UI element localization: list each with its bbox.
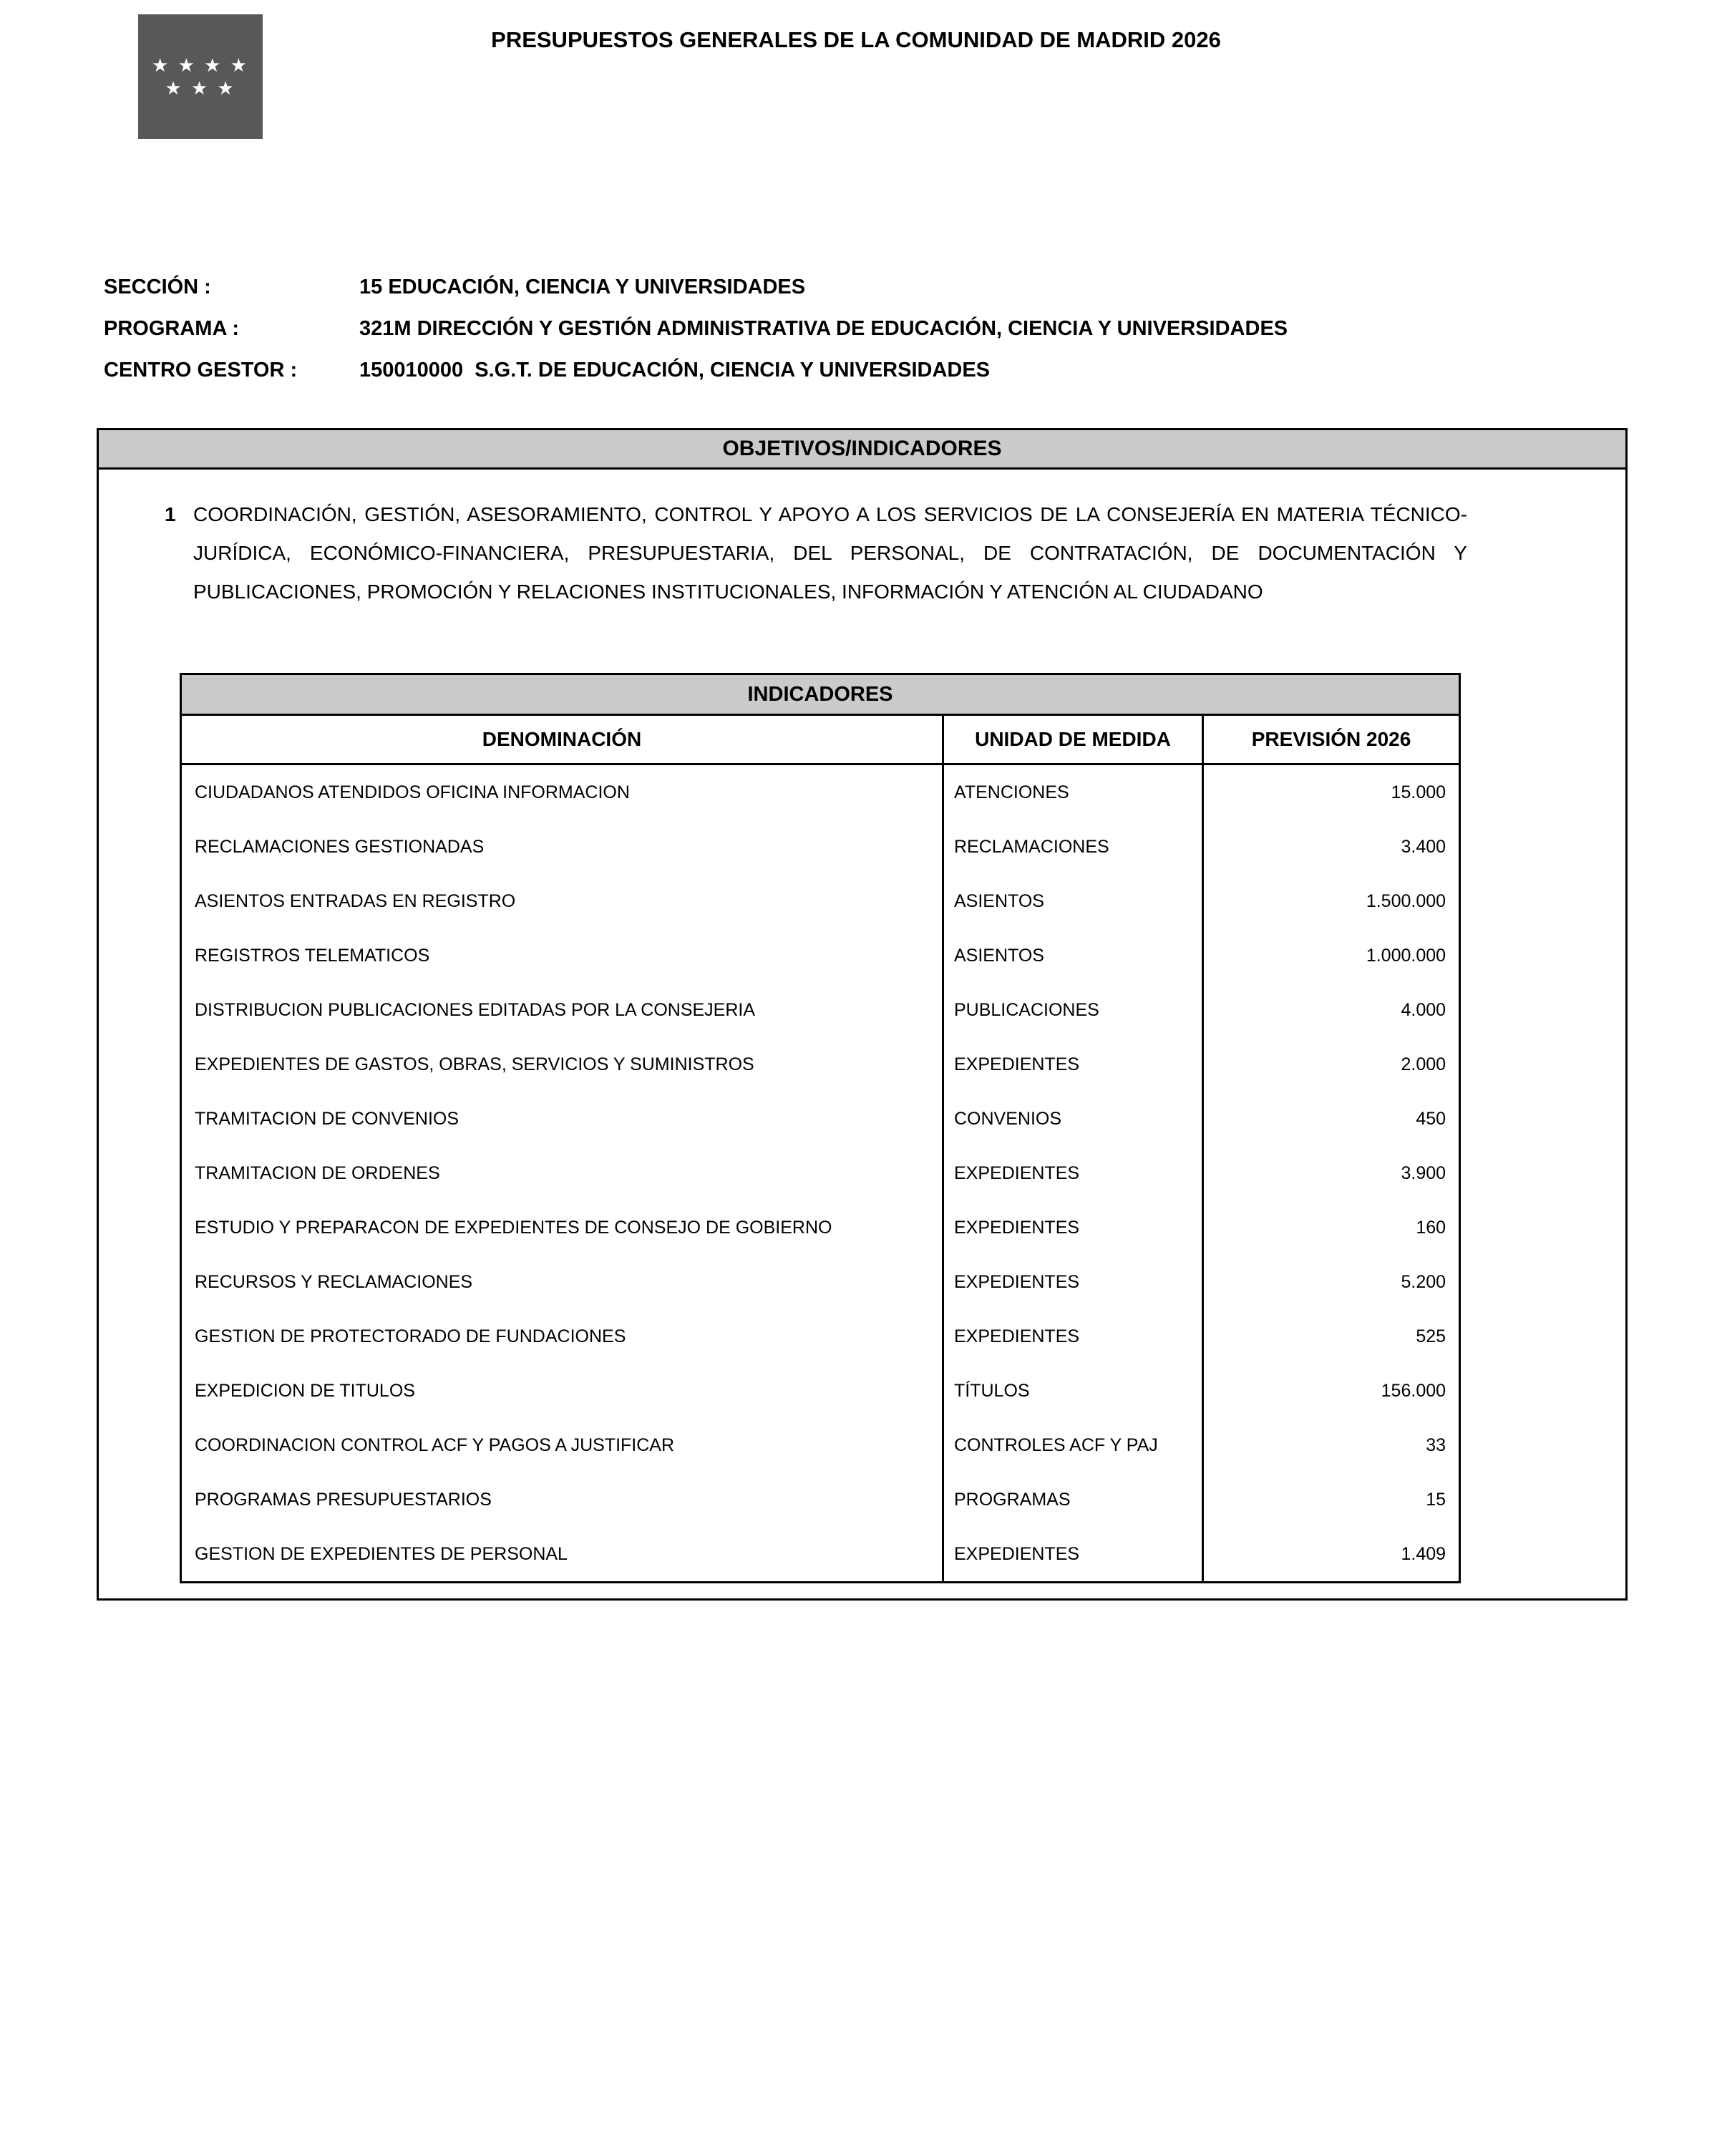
indicator-cell-denominacion: EXPEDICION DE TITULOS — [181, 1364, 943, 1418]
indicator-cell-denominacion: RECURSOS Y RECLAMACIONES — [181, 1255, 943, 1309]
indicator-row — [181, 874, 1460, 928]
indicator-cell-prevision: 156.000 — [1203, 1364, 1460, 1418]
document-title: PRESUPUESTOS GENERALES DE LA COMUNIDAD DE MADRID 2026 — [491, 27, 1221, 52]
indicator-row — [181, 1309, 1460, 1364]
indicator-row — [181, 1527, 1460, 1583]
objective-number: 1 — [165, 503, 176, 525]
field-centro-gestor — [104, 349, 1288, 391]
field-value-seccion: 15 EDUCACIÓN, CIENCIA Y UNIVERSIDADES — [359, 275, 806, 298]
objective-item — [165, 495, 1467, 611]
indicator-cell-denominacion: GESTION DE PROTECTORADO DE FUNDACIONES — [181, 1309, 943, 1364]
indicator-row — [181, 1200, 1460, 1255]
field-value-programa: 321M DIRECCIÓN Y GESTIÓN ADMINISTRATIVA DE EDUCACIÓN, CIENCIA Y UNIVERSIDADES — [359, 316, 1288, 340]
indicator-cell-unidad: EXPEDIENTES — [943, 1037, 1203, 1092]
indicator-cell-denominacion: PROGRAMAS PRESUPUESTARIOS — [181, 1472, 943, 1527]
indicator-cell-unidad: CONTROLES ACF Y PAJ — [943, 1418, 1203, 1472]
indicator-cell-prevision: 3.400 — [1203, 820, 1460, 874]
indicator-cell-denominacion: COORDINACION CONTROL ACF Y PAGOS A JUSTIFICAR — [181, 1418, 943, 1472]
indicator-cell-prevision: 15.000 — [1203, 764, 1460, 820]
indicator-cell-unidad: PROGRAMAS — [943, 1472, 1203, 1527]
stars-row-bottom: ★ ★ ★ — [165, 77, 236, 99]
indicator-cell-prevision: 33 — [1203, 1418, 1460, 1472]
header-fields — [104, 266, 1288, 391]
indicator-row — [181, 1092, 1460, 1146]
indicators-title: INDICADORES — [181, 674, 1460, 715]
indicator-row — [181, 928, 1460, 983]
indicator-row — [181, 1418, 1460, 1472]
indicator-cell-denominacion: DISTRIBUCION PUBLICACIONES EDITADAS POR LA CONSEJERIA — [181, 983, 943, 1037]
field-seccion — [104, 266, 1288, 308]
indicator-cell-prevision: 1.409 — [1203, 1527, 1460, 1583]
indicator-cell-unidad: EXPEDIENTES — [943, 1527, 1203, 1583]
indicator-cell-denominacion: ESTUDIO Y PREPARACON DE EXPEDIENTES DE CONSEJO DE GOBIERNO — [181, 1200, 943, 1255]
indicator-cell-prevision: 1.000.000 — [1203, 928, 1460, 983]
indicator-cell-prevision: 1.500.000 — [1203, 874, 1460, 928]
indicator-cell-unidad: TÍTULOS — [943, 1364, 1203, 1418]
indicator-cell-unidad: EXPEDIENTES — [943, 1146, 1203, 1200]
indicator-cell-unidad: ASIENTOS — [943, 928, 1203, 983]
indicator-row — [181, 1146, 1460, 1200]
col-header-prevision-2026: PREVISIÓN 2026 — [1203, 715, 1460, 764]
indicator-row — [181, 820, 1460, 874]
indicator-cell-unidad: ASIENTOS — [943, 874, 1203, 928]
indicator-cell-denominacion: REGISTROS TELEMATICOS — [181, 928, 943, 983]
field-label-centro-gestor: CENTRO GESTOR : — [104, 358, 298, 382]
field-label-seccion: SECCIÓN : — [104, 275, 211, 298]
indicator-cell-unidad: ATENCIONES — [943, 764, 1203, 820]
indicators-body — [181, 764, 1460, 1583]
col-header-unidad-de-medida: UNIDAD DE MEDIDA — [943, 715, 1203, 764]
indicator-cell-prevision: 525 — [1203, 1309, 1460, 1364]
col-header-denominacion: DENOMINACIÓN — [181, 715, 943, 764]
indicator-row — [181, 1364, 1460, 1418]
indicator-cell-prevision: 15 — [1203, 1472, 1460, 1527]
seven-stars-icon — [152, 54, 249, 99]
indicator-cell-unidad: PUBLICACIONES — [943, 983, 1203, 1037]
field-value-centro-gestor: 150010000 S.G.T. DE EDUCACIÓN, CIENCIA Y UNIVERSIDADES — [359, 358, 991, 382]
field-label-programa: PROGRAMA : — [104, 316, 240, 340]
indicator-cell-prevision: 450 — [1203, 1092, 1460, 1146]
indicator-cell-denominacion: ASIENTOS ENTRADAS EN REGISTRO — [181, 874, 943, 928]
indicators-header-row — [181, 715, 1460, 764]
indicator-cell-denominacion: GESTION DE EXPEDIENTES DE PERSONAL — [181, 1527, 943, 1583]
indicator-row — [181, 1472, 1460, 1527]
objective-text: COORDINACIÓN, GESTIÓN, ASESORAMIENTO, CONTROL Y APOYO A LOS SERVICIOS DE LA CONSEJERÍA EN MATERIA TÉCNICO-JURÍDICA, ECONÓMICO-FINANCIERA, PRESUPUESTARIA, DEL PERSONAL, DE CONTRATACIÓN, DE DOCUMENTACIÓN Y PUBLICACIONES, PROMOCIÓN Y RELACIONES INSTITUCIONALES, INFORMACIÓN Y ATENCIÓN AL CIUDADANO — [193, 503, 1467, 603]
indicator-cell-prevision: 4.000 — [1203, 983, 1460, 1037]
indicator-cell-prevision: 5.200 — [1203, 1255, 1460, 1309]
indicator-row — [181, 764, 1460, 820]
indicator-cell-prevision: 3.900 — [1203, 1146, 1460, 1200]
indicators-table — [180, 673, 1461, 1583]
indicator-cell-unidad: EXPEDIENTES — [943, 1255, 1203, 1309]
indicator-row — [181, 1037, 1460, 1092]
indicator-cell-denominacion: TRAMITACION DE CONVENIOS — [181, 1092, 943, 1146]
indicators-title-row — [181, 674, 1460, 715]
objectives-box-title: OBJETIVOS/INDICADORES — [99, 430, 1625, 470]
indicator-cell-unidad: RECLAMACIONES — [943, 820, 1203, 874]
field-programa — [104, 308, 1288, 349]
indicator-cell-unidad: EXPEDIENTES — [943, 1200, 1203, 1255]
indicator-cell-prevision: 2.000 — [1203, 1037, 1460, 1092]
indicator-cell-denominacion: TRAMITACION DE ORDENES — [181, 1146, 943, 1200]
indicator-cell-unidad: CONVENIOS — [943, 1092, 1203, 1146]
indicator-cell-denominacion: EXPEDIENTES DE GASTOS, OBRAS, SERVICIOS Y SUMINISTROS — [181, 1037, 943, 1092]
stars-row-top: ★ ★ ★ ★ — [152, 54, 249, 76]
indicator-cell-prevision: 160 — [1203, 1200, 1460, 1255]
indicator-row — [181, 983, 1460, 1037]
indicator-cell-denominacion: CIUDADANOS ATENDIDOS OFICINA INFORMACION — [181, 764, 943, 820]
indicator-row — [181, 1255, 1460, 1309]
indicator-cell-unidad: EXPEDIENTES — [943, 1309, 1203, 1364]
indicator-cell-denominacion: RECLAMACIONES GESTIONADAS — [181, 820, 943, 874]
